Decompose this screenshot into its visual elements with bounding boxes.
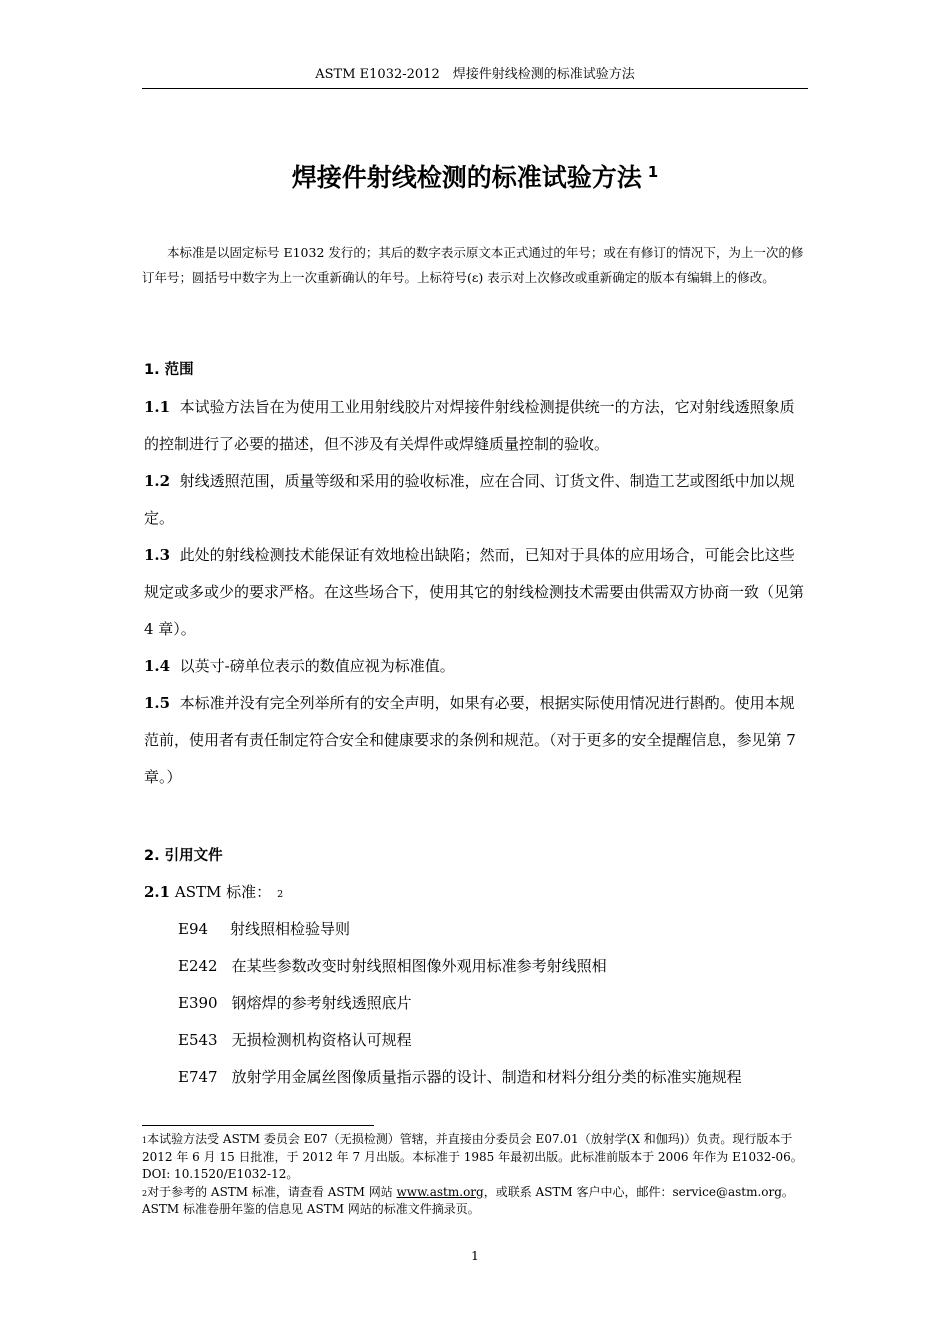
title-footnote-marker[interactable]: 1 (647, 163, 659, 181)
document-title (142, 158, 808, 198)
footnote-1 (142, 1131, 808, 1184)
clause-text: ASTM 标准： (174, 883, 272, 901)
list-item (144, 985, 808, 1022)
clause-number: 1.2 (144, 472, 171, 490)
footnote-marker-2[interactable]: 2 (277, 889, 284, 900)
clause-text: 以英寸-磅单位表示的数值应视为标准值。 (179, 657, 455, 675)
referenced-standards-list (144, 911, 808, 1096)
footnote-text: ，或联系 ASTM 客户中心，邮件：service@astm.org。ASTM 标准卷册年鉴的信息见 ASTM 网站的标准文件摘录页。 (142, 1184, 794, 1216)
section-1-heading: 1. 范围 (144, 362, 194, 378)
clause-1-4 (144, 648, 808, 685)
clause-1-3 (144, 537, 808, 648)
clause-number: 1.5 (144, 694, 171, 712)
document-title-text: 焊接件射线检测的标准试验方法 (291, 163, 642, 192)
clause-text: 本试验方法旨在为使用工业用射线胶片对焊接件射线检测提供统一的方法，它对射线透照象质的控制进行了必要的描述，但不涉及有关焊件或焊缝质量控制的验收。 (144, 398, 795, 453)
clause-text: 本标准并没有完全列举所有的安全声明，如果有必要，根据实际使用情况进行斟酌。使用本规范前，使用者有责任制定符合安全和健康要求的条例和规范。（对于更多的安全提醒信息，参见第 7 章。） (144, 694, 796, 786)
clause-number: 1.1 (144, 398, 171, 416)
footnote-mark: 1 (142, 1136, 148, 1145)
standard-code: E94 (178, 920, 209, 938)
clause-text: 射线透照范围，质量等级和采用的验收标准，应在合同、订货文件、制造工艺或图纸中加以规定。 (144, 472, 795, 527)
standard-code: E390 (178, 994, 218, 1012)
clause-number: 1.3 (144, 546, 171, 564)
standard-title: 放射学用金属丝图像质量指示器的设计、制造和材料分组分类的标准实施规程 (231, 1068, 742, 1086)
list-item (144, 948, 808, 985)
standard-code: E242 (178, 957, 218, 975)
list-item (144, 1059, 808, 1096)
standard-title: 射线照相检验导则 (230, 920, 351, 938)
header-rule (142, 88, 808, 89)
page-number: 1 (471, 1248, 479, 1263)
running-header: ASTM E1032-2012 焊接件射线检测的标准试验方法 (315, 67, 635, 82)
section-2-heading: 2. 引用文件 (144, 848, 223, 864)
clause-1-2 (144, 463, 808, 537)
clause-number: 1.4 (144, 657, 171, 675)
astm-website-link[interactable]: www.astm.org (396, 1184, 484, 1199)
list-item (144, 1022, 808, 1059)
standard-title: 在某些参数改变时射线照相图像外观用标准参考射线照相 (231, 957, 607, 975)
standard-title: 钢熔焊的参考射线透照底片 (231, 994, 412, 1012)
footnotes (142, 1131, 808, 1219)
section-2-body (144, 874, 808, 1096)
standard-code: E747 (178, 1068, 218, 1086)
footnote-separator (142, 1125, 374, 1126)
preamble-paragraph: 本标准是以固定标号 E1032 发行的；其后的数字表示原文本正式通过的年号；或在有修订的情况下，为上一次的修订年号；圆括号中数字为上一次重新确认的年号。上标符号(ε) 表示对上次修改或重新确定的版本有编辑上的修改。 (142, 245, 804, 285)
list-item (144, 911, 808, 948)
footnote-text: 对于参考的 ASTM 标准，请查看 ASTM 网站 (147, 1184, 397, 1199)
section-1-body (144, 389, 808, 796)
footnote-text: 本试验方法受 ASTM 委员会 E07（无损检测）管辖，并直接由分委员会 E07.01（放射学(X 和伽玛)）负责。现行版本于 2012 年 6 月 15 日批准，于 2012 年 7 月出版。本标准于 1985 年最初出版。此标准前版本于 2006 年作为 E1032-06。 DOI: 10.1520/E1032-12。 (142, 1132, 803, 1181)
standard-title: 无损检测机构资格认可规程 (231, 1031, 412, 1049)
footnote-2 (142, 1184, 808, 1219)
clause-text: 此处的射线检测技术能保证有效地检出缺陷；然而，已知对于具体的应用场合，可能会比这些规定或多或少的要求严格。在这些场合下，使用其它的射线检测技术需要由供需双方协商一致（见第 4 章）。 (144, 546, 805, 638)
clause-1-5 (144, 685, 808, 796)
footnote-mark: 2 (142, 1188, 148, 1198)
clause-1-1 (144, 389, 808, 463)
standard-code: E543 (178, 1031, 218, 1049)
clause-number: 2.1 (144, 883, 171, 901)
clause-2-1 (144, 874, 808, 911)
